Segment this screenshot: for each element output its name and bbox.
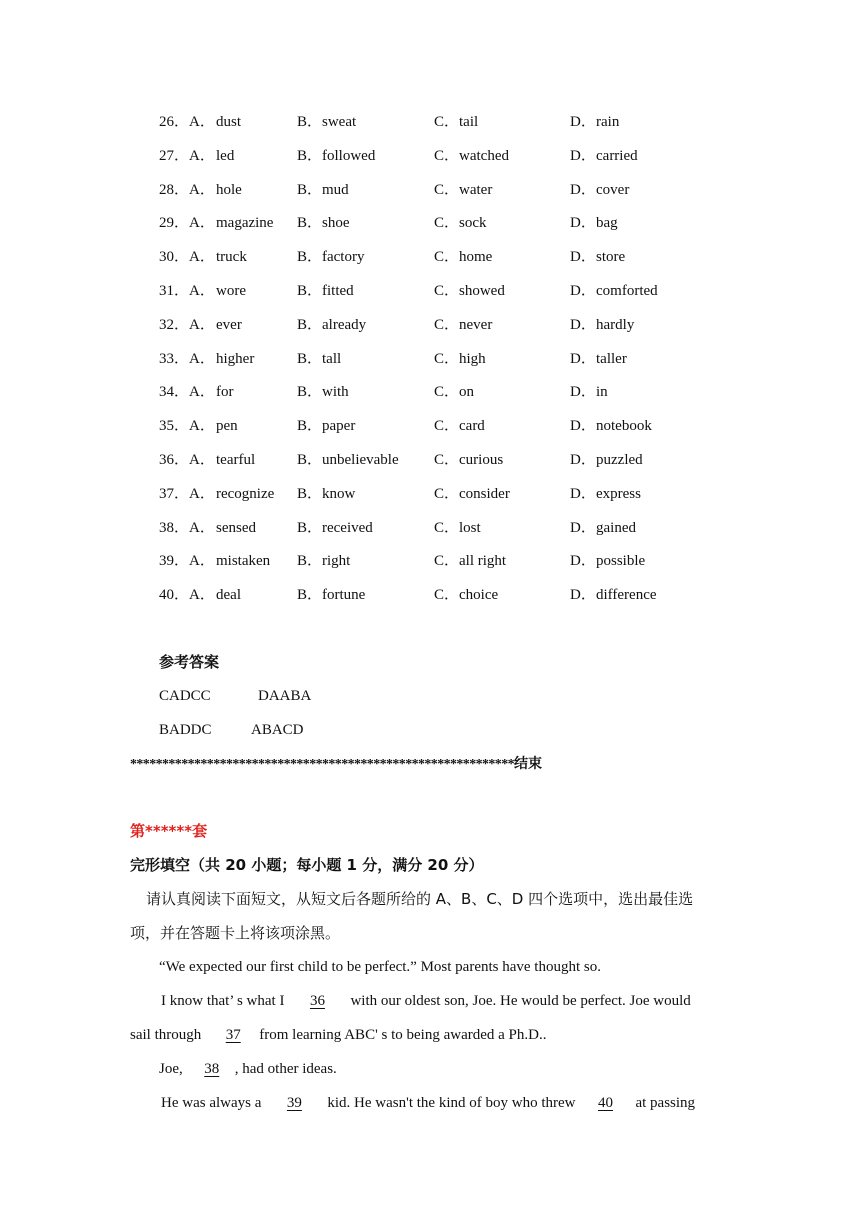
option-c-label: C． bbox=[434, 384, 460, 401]
end-divider-stars: ************************************************************ bbox=[130, 757, 515, 772]
option-c: on bbox=[459, 384, 474, 401]
question-number: 35．A． bbox=[159, 418, 215, 435]
answers-row-1-a: CADCC bbox=[159, 688, 211, 704]
option-d-label: D． bbox=[570, 452, 596, 468]
option-d-label: D． bbox=[570, 181, 596, 198]
blank-37: 37 bbox=[225, 1027, 241, 1043]
question-number: 36．A． bbox=[159, 452, 215, 468]
option-a: ever bbox=[216, 316, 242, 333]
option-d-label: D． bbox=[570, 283, 596, 299]
option-b-label: B． bbox=[297, 181, 323, 198]
option-a: truck bbox=[216, 249, 247, 266]
question-row bbox=[0, 144, 860, 168]
option-b: fitted bbox=[322, 283, 354, 299]
option-d: notebook bbox=[596, 418, 652, 435]
option-c: home bbox=[459, 249, 493, 266]
passage-paragraph-3 bbox=[130, 1023, 546, 1047]
option-c-label: C． bbox=[434, 418, 460, 435]
option-a: hole bbox=[216, 181, 242, 198]
question-row bbox=[0, 482, 860, 506]
option-d: express bbox=[596, 485, 641, 502]
option-d: cover bbox=[596, 181, 630, 198]
option-b: received bbox=[322, 519, 373, 536]
option-a: wore bbox=[216, 283, 246, 299]
answers-heading: 参考答案 bbox=[159, 653, 220, 671]
option-b-label: B． bbox=[297, 249, 323, 266]
option-d: gained bbox=[596, 519, 636, 536]
option-c-label: C． bbox=[434, 452, 460, 468]
option-b: with bbox=[322, 384, 349, 401]
option-c: water bbox=[459, 181, 493, 198]
passage-text: from learning ABC' s to being awarded a Ph.D.. bbox=[259, 1027, 547, 1043]
question-number: 34．A． bbox=[159, 384, 215, 401]
option-d-label: D． bbox=[570, 114, 596, 130]
option-a: led bbox=[216, 147, 235, 164]
question-row bbox=[0, 110, 860, 134]
question-row bbox=[0, 380, 860, 404]
option-c-label: C． bbox=[434, 147, 460, 164]
option-d-label: D． bbox=[570, 316, 596, 333]
option-b-label: B． bbox=[297, 452, 323, 468]
question-number: 37．A． bbox=[159, 485, 215, 502]
option-b-label: B． bbox=[297, 350, 323, 367]
option-b: unbelievable bbox=[322, 452, 399, 468]
question-number: 39．A． bbox=[159, 553, 215, 570]
option-b: know bbox=[322, 485, 356, 502]
option-c: choice bbox=[459, 587, 499, 604]
passage-text: sail through bbox=[130, 1027, 202, 1043]
option-b-label: B． bbox=[297, 316, 323, 333]
option-a: tearful bbox=[216, 452, 256, 468]
option-c: consider bbox=[459, 485, 510, 502]
end-divider bbox=[130, 752, 542, 777]
option-b: right bbox=[322, 553, 351, 570]
option-d: store bbox=[596, 249, 626, 266]
option-c: tail bbox=[459, 114, 479, 130]
option-a: sensed bbox=[216, 519, 256, 536]
option-d-label: D． bbox=[570, 384, 596, 401]
option-c-label: C． bbox=[434, 215, 460, 232]
option-b: tall bbox=[322, 350, 342, 367]
question-row bbox=[0, 245, 860, 269]
passage-paragraph-1: “We expected our first child to be perfect.” Most parents have thought so. bbox=[159, 959, 601, 975]
option-a: pen bbox=[216, 418, 238, 435]
option-d-label: D． bbox=[570, 147, 596, 164]
question-row bbox=[0, 414, 860, 438]
option-a: magazine bbox=[216, 215, 274, 232]
question-row bbox=[0, 211, 860, 235]
option-c: showed bbox=[459, 283, 505, 299]
option-a: higher bbox=[216, 350, 255, 367]
answers-row-1-b: DAABA bbox=[258, 688, 312, 704]
question-row bbox=[0, 279, 860, 303]
option-b-label: B． bbox=[297, 485, 323, 502]
instruction-line-1: 请认真阅读下面短文，从短文后各题所给的 A、B、C、D 四个选项中，选出最佳选 bbox=[146, 890, 694, 908]
option-b: already bbox=[322, 316, 367, 333]
option-d: difference bbox=[596, 587, 657, 604]
question-row bbox=[0, 448, 860, 472]
option-d: bag bbox=[596, 215, 618, 232]
option-c: sock bbox=[459, 215, 487, 232]
option-b: mud bbox=[322, 181, 349, 198]
option-c: high bbox=[459, 350, 486, 367]
option-c-label: C． bbox=[434, 316, 460, 333]
passage-paragraph-2 bbox=[161, 989, 691, 1013]
answers-row-2-b: ABACD bbox=[251, 722, 304, 738]
passage-text: I know that’ s what I bbox=[161, 993, 285, 1009]
question-number: 30．A． bbox=[159, 249, 215, 266]
option-b-label: B． bbox=[297, 384, 323, 401]
option-d-label: D． bbox=[570, 553, 596, 570]
option-d-label: D． bbox=[570, 249, 596, 266]
option-b: paper bbox=[322, 418, 356, 435]
option-d-label: D． bbox=[570, 215, 596, 232]
passage-text: at passing bbox=[635, 1095, 696, 1111]
passage-text: He was always a bbox=[161, 1095, 262, 1111]
option-d: comforted bbox=[596, 283, 658, 299]
option-c-label: C． bbox=[434, 587, 460, 604]
option-d-label: D． bbox=[570, 587, 596, 604]
question-row bbox=[0, 549, 860, 573]
blank-38: 38 bbox=[204, 1061, 220, 1077]
question-number: 27．A． bbox=[159, 147, 215, 164]
option-d: in bbox=[596, 384, 608, 401]
question-row bbox=[0, 313, 860, 337]
option-d: taller bbox=[596, 350, 627, 367]
question-row bbox=[0, 347, 860, 371]
option-b-label: B． bbox=[297, 418, 323, 435]
passage-text: with our oldest son, Joe. He would be perfect. Joe would bbox=[350, 993, 691, 1009]
option-b-label: B． bbox=[297, 215, 323, 232]
question-number: 38．A． bbox=[159, 519, 215, 536]
option-d: carried bbox=[596, 147, 638, 164]
question-number: 29．A． bbox=[159, 215, 215, 232]
question-row bbox=[0, 583, 860, 607]
option-c-label: C． bbox=[434, 249, 460, 266]
option-d: puzzled bbox=[596, 452, 643, 468]
passage-paragraph-4 bbox=[159, 1057, 337, 1081]
passage-paragraph-5 bbox=[161, 1091, 695, 1115]
option-c: card bbox=[459, 418, 485, 435]
option-d: possible bbox=[596, 553, 646, 570]
option-a: deal bbox=[216, 587, 241, 604]
option-c-label: C． bbox=[434, 485, 460, 502]
answers-row-2-a: BADDC bbox=[159, 722, 212, 738]
passage-text: Joe, bbox=[159, 1061, 183, 1077]
option-d-label: D． bbox=[570, 350, 596, 367]
option-c-label: C． bbox=[434, 553, 460, 570]
question-number: 40．A． bbox=[159, 587, 215, 604]
option-c: watched bbox=[459, 147, 509, 164]
option-d: hardly bbox=[596, 316, 635, 333]
question-number: 32．A． bbox=[159, 316, 215, 333]
option-a: recognize bbox=[216, 485, 275, 502]
option-b-label: B． bbox=[297, 114, 323, 130]
option-d-label: D． bbox=[570, 485, 596, 502]
section-title: 完形填空（共 20 小题；每小题 1 分，满分 20 分） bbox=[130, 856, 484, 874]
option-a: dust bbox=[216, 114, 242, 130]
option-a: mistaken bbox=[216, 553, 271, 570]
question-number: 33．A． bbox=[159, 350, 215, 367]
option-c-label: C． bbox=[434, 181, 460, 198]
question-number: 26．A． bbox=[159, 114, 215, 130]
option-d-label: D． bbox=[570, 418, 596, 435]
option-a: for bbox=[216, 384, 234, 401]
option-b-label: B． bbox=[297, 147, 323, 164]
option-b-label: B． bbox=[297, 587, 323, 604]
question-number: 31．A． bbox=[159, 283, 215, 299]
option-c-label: C． bbox=[434, 350, 460, 367]
option-c-label: C． bbox=[434, 114, 460, 130]
option-b: factory bbox=[322, 249, 365, 266]
option-d: rain bbox=[596, 114, 620, 130]
option-c-label: C． bbox=[434, 519, 460, 536]
option-b: shoe bbox=[322, 215, 350, 232]
option-b-label: B． bbox=[297, 519, 323, 536]
set-title: 第******套 bbox=[130, 822, 208, 840]
instruction-line-2: 项，并在答题卡上将该项涂黑。 bbox=[130, 924, 341, 942]
question-row bbox=[0, 516, 860, 540]
option-b-label: B． bbox=[297, 283, 323, 299]
blank-36: 36 bbox=[309, 993, 325, 1009]
option-c: never bbox=[459, 316, 493, 333]
option-c: curious bbox=[459, 452, 504, 468]
option-c-label: C． bbox=[434, 283, 460, 299]
blank-40: 40 bbox=[597, 1095, 613, 1111]
option-c: all right bbox=[459, 553, 507, 570]
option-b: fortune bbox=[322, 587, 366, 604]
passage-text: kid. He wasn't the kind of boy who threw bbox=[327, 1095, 576, 1111]
option-d-label: D． bbox=[570, 519, 596, 536]
option-c: lost bbox=[459, 519, 481, 536]
question-row bbox=[0, 178, 860, 202]
option-b: sweat bbox=[322, 114, 357, 130]
passage-text: , had other ideas. bbox=[234, 1061, 337, 1077]
option-b: followed bbox=[322, 147, 376, 164]
question-number: 28．A． bbox=[159, 181, 215, 198]
option-b-label: B． bbox=[297, 553, 323, 570]
blank-39: 39 bbox=[286, 1095, 302, 1111]
end-divider-text: 结束 bbox=[514, 756, 543, 772]
